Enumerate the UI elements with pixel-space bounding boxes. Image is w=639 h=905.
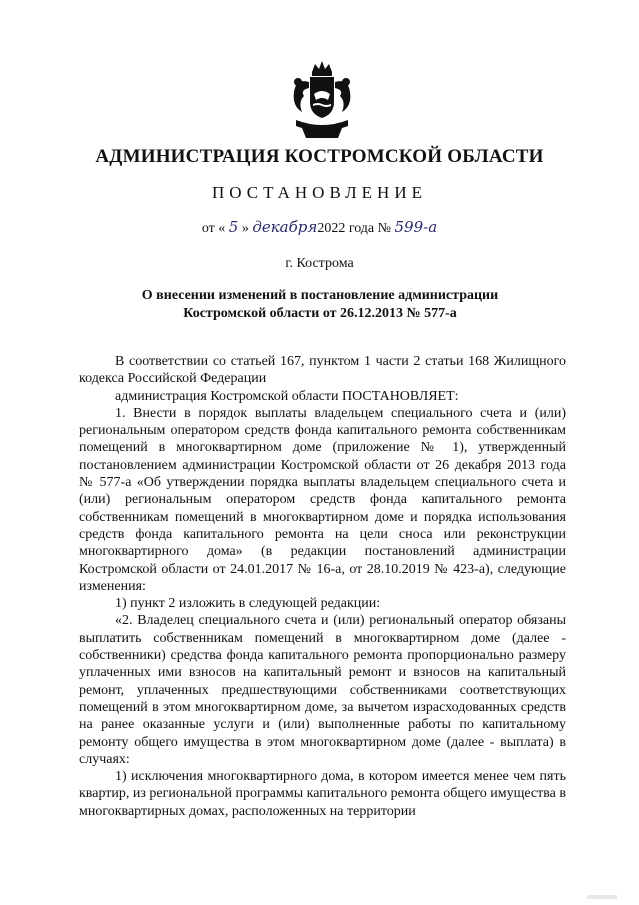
year-text: 2022 года №: [317, 221, 391, 236]
handwritten-day: 5: [228, 218, 239, 236]
subject-heading: [100, 287, 540, 323]
document-body: [79, 353, 566, 820]
document-type: ПОСТАНОВЛЕНИЕ: [211, 183, 427, 202]
paragraph-resolves: администрация Костромской области ПОСТАНОВЛЯЕТ:: [115, 388, 459, 404]
date-prefix: от «: [201, 221, 226, 236]
agency-title: АДМИНИСТРАЦИЯ КОСТРОМСКОЙ ОБЛАСТИ: [95, 146, 544, 167]
subject-line-2: Костромской области от 26.12.2013 № 577-а: [183, 306, 457, 321]
coat-of-arms-emblem: [282, 58, 362, 140]
paragraph-subitem-1: 1) пункт 2 изложить в следующей редакции:: [115, 596, 381, 612]
scan-artifact: [587, 895, 617, 899]
subject-line-1: О внесении изменений в постановление администрации: [141, 288, 499, 303]
date-number-line: [0, 218, 639, 237]
paragraph-case-1: 1) исключения многоквартирного дома, в котором имеется менее чем пять квартир, из региональной программы капитального ремонта общего имущества в многоквартирных домах, расположенных на территории: [79, 769, 566, 819]
handwritten-number: 599-а: [394, 218, 438, 236]
paragraph-clause-2: «2. Владелец специального счета и (или) региональный оператор обязаны выплатить собственникам помещений в многоквартирном доме (далее - собственники) средства фонда капитального ремонта пропорционально размеру уплаченных ими взносов на капитальный ремонт и взносов на капитальный ремонт, уплаченных предшествующими собственниками соответствующих помещений в этом многоквартирном доме, за вычетом израсходованных средств на ранее оказанные услуги и (или) выполненные работы по капитальному ремонту общего имущества в этом многоквартирном доме (далее - выплата) в случаях:: [79, 613, 566, 767]
paragraph-preamble: В соответствии со статьей 167, пунктом 1 части 2 статьи 168 Жилищного кодекса Российской Федерации: [79, 354, 566, 387]
handwritten-month: декабря: [252, 218, 318, 236]
paragraph-item-1: 1. Внести в порядок выплаты владельцем специального счета и (или) региональным оператором средств фонда капитального ремонта собственникам помещений в многоквартирном доме (приложение № 1), утвержденный постановлением администрации Костромской области от 26 декабря 2013 года № 577-а «Об утверждении порядка выплаты владельцем специального счета и (или) региональным оператором средств фонда капитального ремонта собственникам помещений в многоквартирном доме и порядка использования средств фонда капитального ремонта на цели сноса или реконструкции многоквартирного дома» (в редакции постановлений администрации Костромской области от 24.01.2017 № 16-а, от 28.10.2019 № 423-а), следующие изменения:: [79, 405, 566, 594]
city: г. Кострома: [285, 256, 354, 271]
date-mid: »: [241, 221, 249, 236]
